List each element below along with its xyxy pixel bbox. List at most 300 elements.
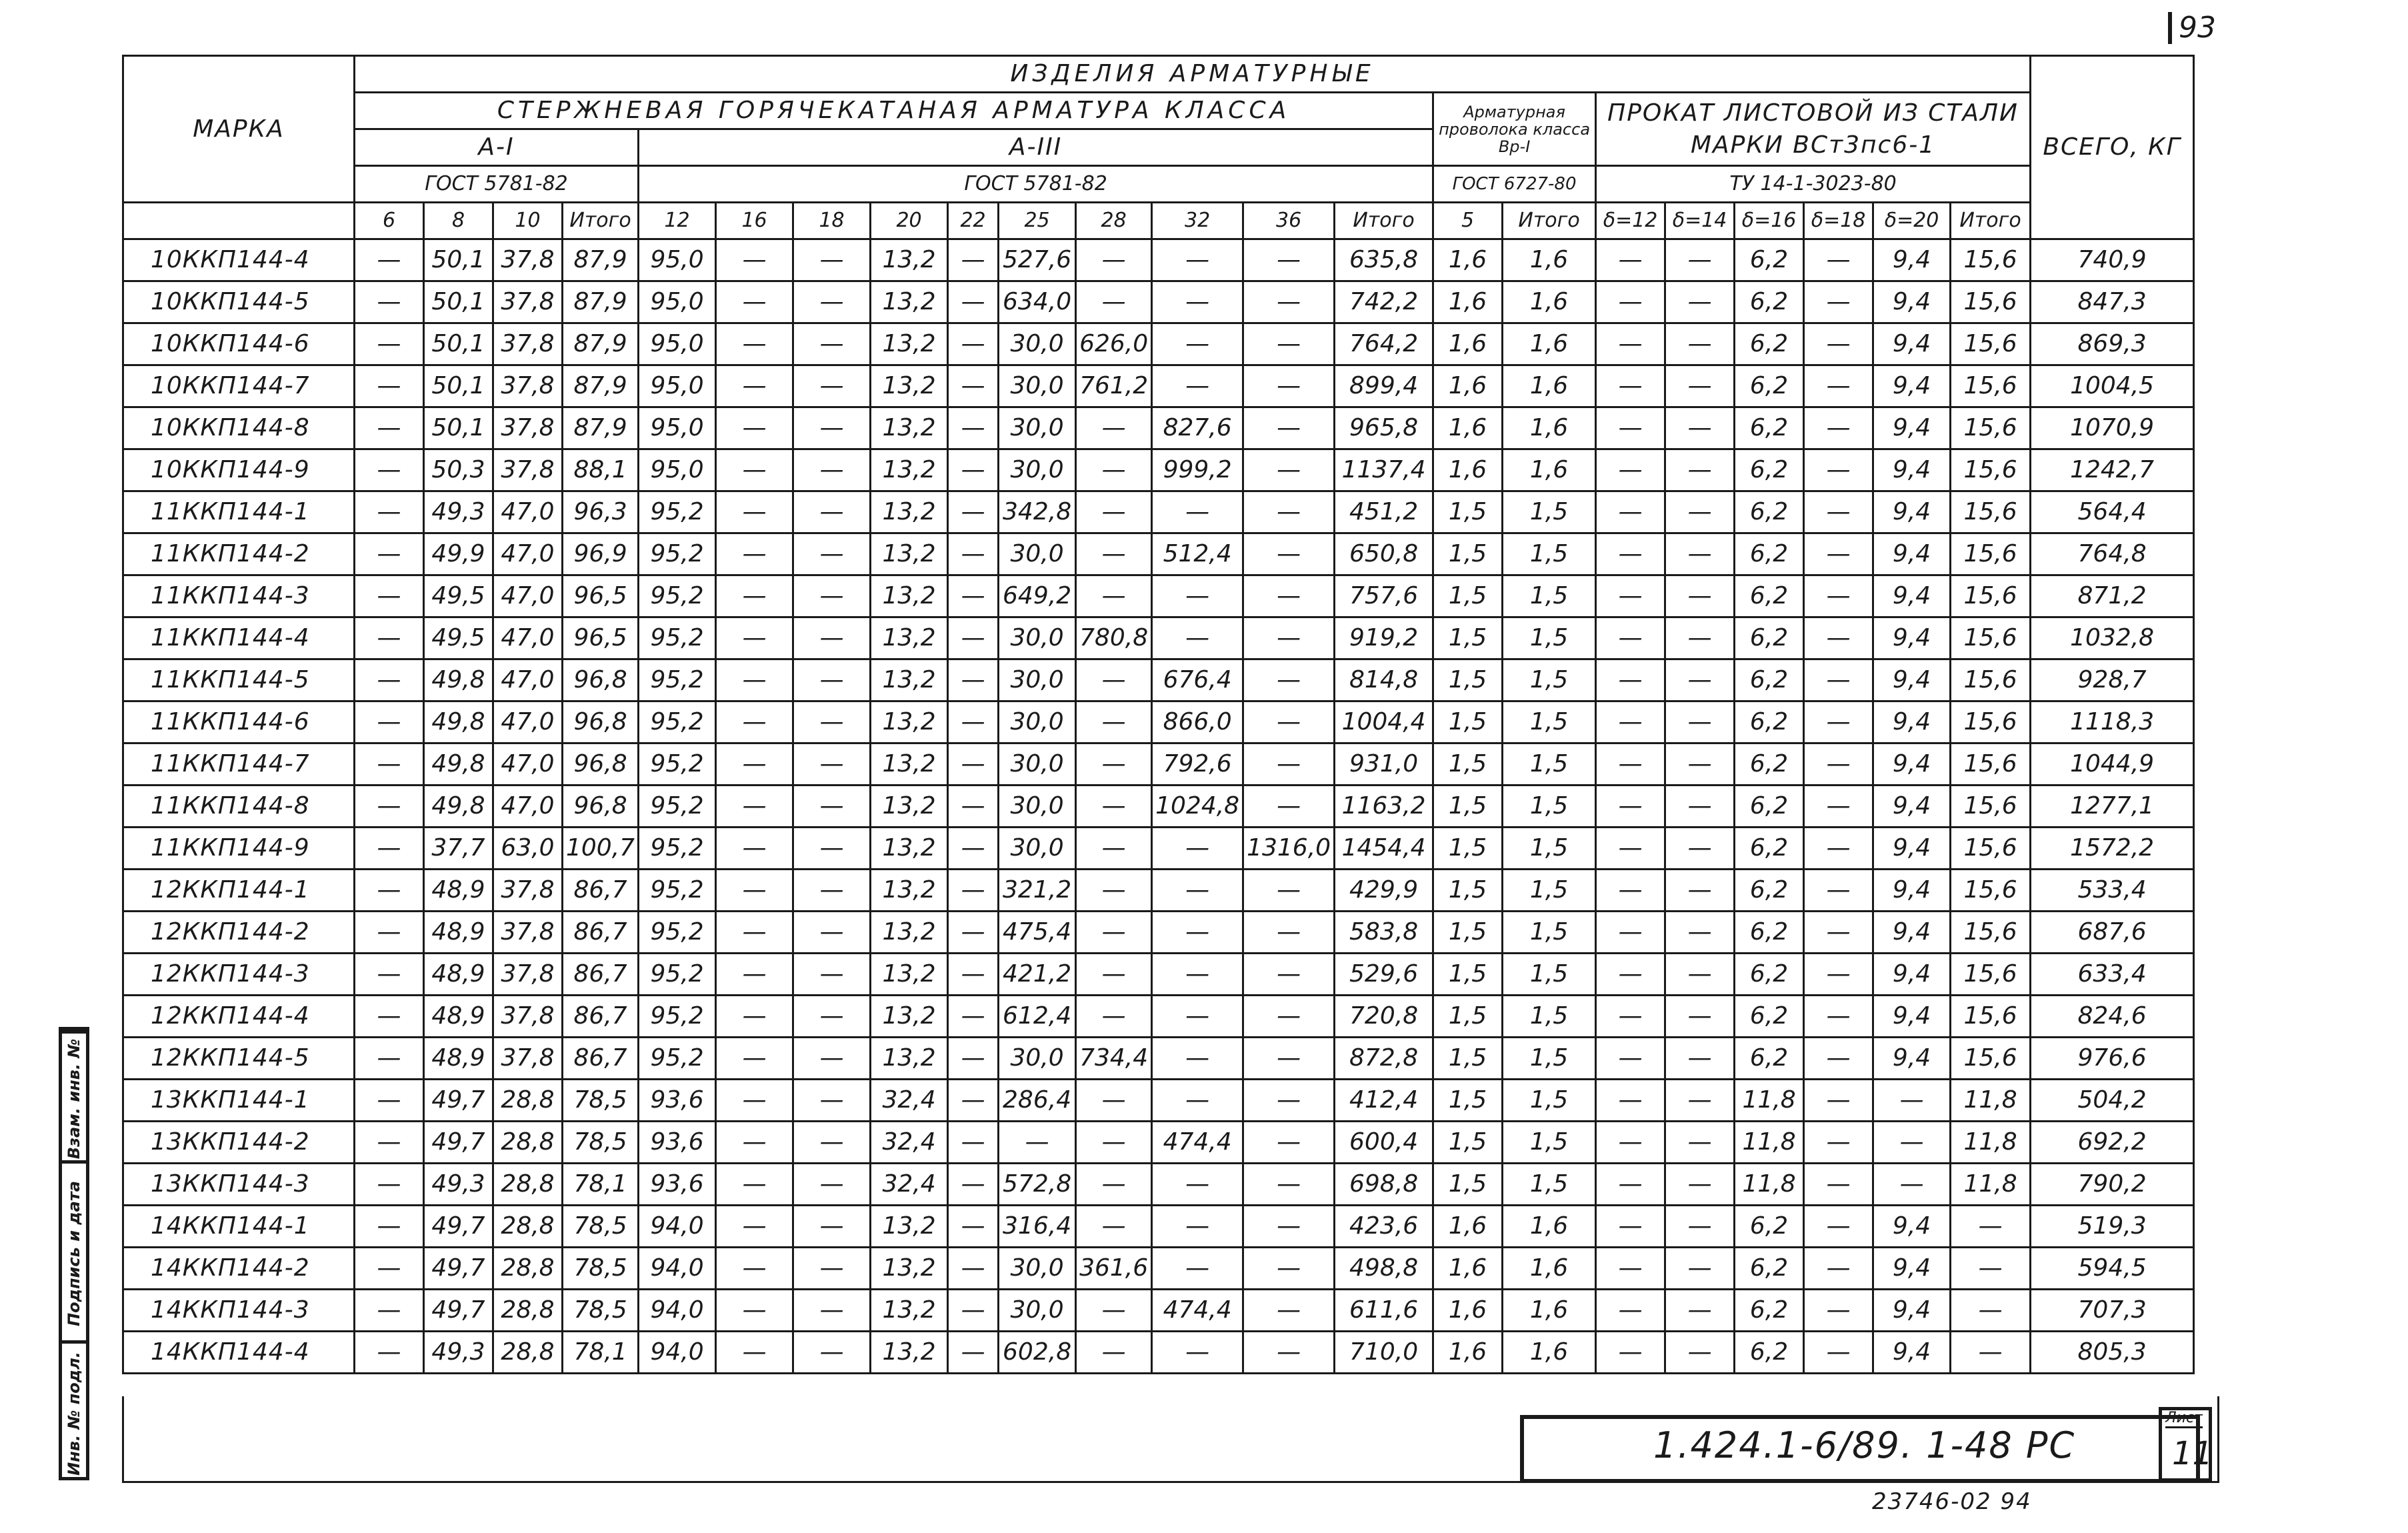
table-cell: 1,5: [1433, 617, 1503, 659]
table-cell: 49,7: [424, 1290, 493, 1332]
table-cell: —: [716, 1080, 793, 1122]
table-cell: 6,2: [1735, 743, 1804, 786]
table-cell: 342,8: [999, 491, 1076, 533]
table-cell: 37,8: [493, 365, 563, 407]
table-row: [123, 407, 2194, 449]
table-cell: —: [1596, 281, 1665, 323]
table-cell: —: [1152, 996, 1243, 1038]
row-mark-cell: 11ККП144-4: [123, 617, 355, 659]
gost-a1-header: ГОСТ 5781-82: [355, 166, 639, 203]
table-cell: 1024,8: [1152, 786, 1243, 828]
table-cell: 95,2: [639, 954, 716, 996]
table-cell: 95,0: [639, 239, 716, 281]
table-cell: 9,4: [1873, 912, 1951, 954]
table-cell: 15,6: [1951, 533, 2031, 575]
row-mark-cell: 14ККП144-1: [123, 1206, 355, 1248]
column-header: δ=14: [1665, 203, 1735, 239]
tu-plate-header: ТУ 14-1-3023-80: [1596, 166, 2031, 203]
table-cell: 1,6: [1503, 1290, 1596, 1332]
table-cell: —: [1596, 239, 1665, 281]
table-cell: —: [1152, 1164, 1243, 1206]
table-cell: 15,6: [1951, 491, 2031, 533]
table-cell: 32,4: [871, 1080, 948, 1122]
table-cell: —: [716, 575, 793, 617]
table-cell: —: [1243, 1122, 1335, 1164]
table-cell: 15,6: [1951, 701, 2031, 743]
table-cell: 611,6: [1335, 1290, 1433, 1332]
table-cell: 9,4: [1873, 828, 1951, 870]
table-cell: 86,7: [563, 912, 639, 954]
column-header: 32: [1152, 203, 1243, 239]
table-cell: 6,2: [1735, 1290, 1804, 1332]
row-mark-cell: 14ККП144-4: [123, 1332, 355, 1374]
table-cell: —: [1076, 659, 1152, 701]
table-cell: 49,5: [424, 575, 493, 617]
table-cell: —: [793, 1206, 871, 1248]
table-cell: —: [948, 533, 999, 575]
table-cell: —: [1665, 575, 1735, 617]
row-mark-cell: 11ККП144-3: [123, 575, 355, 617]
table-cell: —: [1804, 1038, 1873, 1080]
table-cell: 47,0: [493, 659, 563, 701]
table-cell: —: [355, 828, 424, 870]
table-cell: 63,0: [493, 828, 563, 870]
table-cell: —: [1665, 281, 1735, 323]
column-header: 28: [1076, 203, 1152, 239]
table-cell: —: [793, 575, 871, 617]
table-cell: —: [1665, 491, 1735, 533]
table-cell: —: [793, 1038, 871, 1080]
table-cell: 13,2: [871, 659, 948, 701]
table-cell: —: [1596, 323, 1665, 365]
table-cell: 734,4: [1076, 1038, 1152, 1080]
table-cell: 78,1: [563, 1164, 639, 1206]
table-cell: 6,2: [1735, 701, 1804, 743]
table-cell: —: [355, 743, 424, 786]
table-cell: —: [793, 323, 871, 365]
row-mark-cell: 11ККП144-8: [123, 786, 355, 828]
table-cell: 95,2: [639, 912, 716, 954]
table-cell: —: [1804, 449, 1873, 491]
table-cell: —: [355, 449, 424, 491]
table-cell: —: [355, 1038, 424, 1080]
table-cell: —: [1243, 1290, 1335, 1332]
table-cell: 93,6: [639, 1122, 716, 1164]
table-cell: —: [355, 281, 424, 323]
table-cell: 15,6: [1951, 281, 2031, 323]
table-cell: 37,8: [493, 870, 563, 912]
page-number: 93: [2168, 12, 2216, 44]
table-cell: 316,4: [999, 1206, 1076, 1248]
table-cell: —: [355, 786, 424, 828]
table-cell: 583,8: [1335, 912, 1433, 954]
table-cell: —: [948, 870, 999, 912]
table-cell: 86,7: [563, 870, 639, 912]
row-total-cell: 1572,2: [2031, 828, 2194, 870]
table-cell: —: [1152, 1206, 1243, 1248]
table-cell: 602,8: [999, 1332, 1076, 1374]
table-cell: —: [1804, 786, 1873, 828]
table-cell: 1,6: [1503, 323, 1596, 365]
table-cell: 1,5: [1433, 701, 1503, 743]
table-cell: —: [1076, 912, 1152, 954]
table-cell: 1,6: [1503, 281, 1596, 323]
table-cell: 95,2: [639, 996, 716, 1038]
row-total-cell: 707,3: [2031, 1290, 2194, 1332]
row-mark-cell: 12ККП144-4: [123, 996, 355, 1038]
table-cell: 6,2: [1735, 912, 1804, 954]
table-cell: —: [1804, 954, 1873, 996]
table-cell: 1004,4: [1335, 701, 1433, 743]
table-cell: —: [793, 407, 871, 449]
table-cell: —: [1076, 281, 1152, 323]
table-cell: —: [716, 1332, 793, 1374]
table-cell: —: [1076, 996, 1152, 1038]
table-cell: 6,2: [1735, 1248, 1804, 1290]
table-cell: —: [1243, 1332, 1335, 1374]
sheet-label: Лист: [2165, 1410, 2203, 1428]
table-cell: —: [948, 365, 999, 407]
table-cell: 13,2: [871, 870, 948, 912]
table-cell: —: [1076, 449, 1152, 491]
table-cell: 49,8: [424, 743, 493, 786]
table-cell: 95,2: [639, 533, 716, 575]
side-stamp-label: Подпись и дата: [65, 1181, 83, 1326]
table-cell: —: [1243, 912, 1335, 954]
table-cell: —: [1665, 1290, 1735, 1332]
table-cell: 1,5: [1433, 575, 1503, 617]
table-cell: 93,6: [639, 1080, 716, 1122]
table-cell: 37,7: [424, 828, 493, 870]
table-cell: —: [1665, 701, 1735, 743]
table-cell: 6,2: [1735, 281, 1804, 323]
row-mark-cell: 10ККП144-9: [123, 449, 355, 491]
table-cell: —: [716, 954, 793, 996]
table-cell: 37,8: [493, 449, 563, 491]
table-cell: —: [1076, 786, 1152, 828]
table-cell: 30,0: [999, 659, 1076, 701]
table-cell: —: [1243, 449, 1335, 491]
side-stamp-label: Взам. инв. №: [65, 1038, 83, 1159]
table-cell: 48,9: [424, 870, 493, 912]
table-cell: 47,0: [493, 617, 563, 659]
table-cell: 1,6: [1433, 1206, 1503, 1248]
table-cell: —: [1243, 1248, 1335, 1290]
row-total-cell: 740,9: [2031, 239, 2194, 281]
table-cell: 49,3: [424, 1332, 493, 1374]
table-cell: —: [355, 870, 424, 912]
table-row: [123, 1332, 2194, 1374]
table-cell: 50,1: [424, 407, 493, 449]
table-cell: 15,6: [1951, 575, 2031, 617]
table-row: [123, 954, 2194, 996]
table-cell: 9,4: [1873, 491, 1951, 533]
table-cell: —: [355, 1332, 424, 1374]
table-row: [123, 1122, 2194, 1164]
table-cell: —: [1804, 365, 1873, 407]
table-cell: 529,6: [1335, 954, 1433, 996]
table-cell: —: [1243, 786, 1335, 828]
table-cell: —: [948, 828, 999, 870]
table-row: [123, 1206, 2194, 1248]
table-cell: 1,6: [1503, 239, 1596, 281]
table-cell: 28,8: [493, 1206, 563, 1248]
table-cell: —: [1804, 659, 1873, 701]
table-cell: —: [1076, 701, 1152, 743]
marka-blank-cell: [123, 203, 355, 239]
table-cell: —: [716, 701, 793, 743]
table-cell: 15,6: [1951, 828, 2031, 870]
table-row: [123, 617, 2194, 659]
table-cell: —: [1804, 743, 1873, 786]
column-header: Итого: [1503, 203, 1596, 239]
table-cell: —: [1596, 365, 1665, 407]
table-cell: 572,8: [999, 1164, 1076, 1206]
table-cell: 28,8: [493, 1290, 563, 1332]
row-total-cell: 564,4: [2031, 491, 2194, 533]
table-cell: —: [1665, 828, 1735, 870]
column-header: Итого: [1335, 203, 1433, 239]
table-cell: 1,5: [1503, 617, 1596, 659]
table-cell: 1,6: [1433, 1290, 1503, 1332]
table-cell: —: [793, 1164, 871, 1206]
row-mark-cell: 13ККП144-1: [123, 1080, 355, 1122]
table-cell: 87,9: [563, 281, 639, 323]
table-cell: 9,4: [1873, 701, 1951, 743]
table-cell: 1,6: [1433, 407, 1503, 449]
table-cell: 13,2: [871, 701, 948, 743]
table-cell: 96,8: [563, 786, 639, 828]
table-cell: 28,8: [493, 1332, 563, 1374]
table-cell: —: [716, 1164, 793, 1206]
table-cell: —: [793, 239, 871, 281]
table-cell: —: [716, 659, 793, 701]
table-row: [123, 870, 2194, 912]
table-cell: —: [948, 1206, 999, 1248]
table-cell: 1,5: [1433, 996, 1503, 1038]
table-cell: 37,8: [493, 996, 563, 1038]
table-cell: —: [355, 533, 424, 575]
table-cell: —: [1243, 365, 1335, 407]
table-cell: 1,5: [1433, 1080, 1503, 1122]
table-cell: —: [716, 870, 793, 912]
table-cell: —: [1596, 1080, 1665, 1122]
table-cell: —: [1596, 743, 1665, 786]
table-cell: 1,5: [1433, 743, 1503, 786]
column-header: 5: [1433, 203, 1503, 239]
table-row: [123, 996, 2194, 1038]
marka-header: МАРКА: [123, 56, 355, 203]
table-cell: 95,2: [639, 659, 716, 701]
table-cell: —: [948, 1080, 999, 1122]
table-cell: —: [1152, 1038, 1243, 1080]
table-cell: 13,2: [871, 491, 948, 533]
table-cell: —: [355, 617, 424, 659]
table-cell: —: [1076, 1122, 1152, 1164]
row-total-cell: 790,2: [2031, 1164, 2194, 1206]
column-header: 16: [716, 203, 793, 239]
column-header: 36: [1243, 203, 1335, 239]
table-cell: 498,8: [1335, 1248, 1433, 1290]
table-cell: —: [1596, 1332, 1665, 1374]
table-cell: 13,2: [871, 449, 948, 491]
table-cell: —: [716, 912, 793, 954]
table-cell: —: [1804, 239, 1873, 281]
table-cell: —: [793, 954, 871, 996]
table-cell: —: [1243, 1038, 1335, 1080]
table-cell: —: [793, 659, 871, 701]
row-mark-cell: 14ККП144-3: [123, 1290, 355, 1332]
table-cell: —: [1665, 743, 1735, 786]
table-cell: 28,8: [493, 1248, 563, 1290]
table-cell: 11,8: [1951, 1080, 2031, 1122]
table-cell: —: [1243, 954, 1335, 996]
table-cell: 30,0: [999, 1290, 1076, 1332]
table-cell: 600,4: [1335, 1122, 1433, 1164]
table-cell: 9,4: [1873, 954, 1951, 996]
table-cell: 48,9: [424, 996, 493, 1038]
row-total-cell: 869,3: [2031, 323, 2194, 365]
provoloka-header: Арматурная проволока класса Вр-I: [1433, 93, 1596, 166]
table-cell: —: [1243, 617, 1335, 659]
table-cell: —: [1596, 1164, 1665, 1206]
table-cell: —: [1243, 659, 1335, 701]
row-mark-cell: 13ККП144-2: [123, 1122, 355, 1164]
table-cell: 95,0: [639, 281, 716, 323]
row-mark-cell: 13ККП144-3: [123, 1164, 355, 1206]
table-cell: 30,0: [999, 786, 1076, 828]
table-cell: —: [793, 533, 871, 575]
table-cell: —: [948, 323, 999, 365]
table-cell: 94,0: [639, 1290, 716, 1332]
table-cell: 13,2: [871, 365, 948, 407]
table-cell: 9,4: [1873, 1206, 1951, 1248]
column-header: 25: [999, 203, 1076, 239]
table-cell: 1,6: [1433, 323, 1503, 365]
table-cell: 512,4: [1152, 533, 1243, 575]
table-cell: —: [1951, 1206, 2031, 1248]
table-cell: 95,2: [639, 575, 716, 617]
table-cell: —: [1152, 323, 1243, 365]
table-cell: 1,6: [1503, 449, 1596, 491]
table-cell: 15,6: [1951, 323, 2031, 365]
table-cell: 9,4: [1873, 786, 1951, 828]
table-cell: —: [1804, 617, 1873, 659]
table-cell: 965,8: [1335, 407, 1433, 449]
table-cell: —: [793, 1248, 871, 1290]
table-cell: —: [948, 701, 999, 743]
table-cell: 78,1: [563, 1332, 639, 1374]
table-cell: —: [793, 281, 871, 323]
table-cell: —: [793, 786, 871, 828]
table-cell: 95,2: [639, 743, 716, 786]
table-cell: 28,8: [493, 1080, 563, 1122]
table-cell: 1,5: [1503, 701, 1596, 743]
table-cell: 1,5: [1433, 491, 1503, 533]
row-mark-cell: 10ККП144-4: [123, 239, 355, 281]
table-row: [123, 659, 2194, 701]
table-cell: 95,2: [639, 701, 716, 743]
table-cell: 1,5: [1503, 786, 1596, 828]
table-cell: 1137,4: [1335, 449, 1433, 491]
table-cell: —: [948, 1290, 999, 1332]
table-cell: —: [1243, 996, 1335, 1038]
table-cell: —: [948, 1164, 999, 1206]
table-cell: 1,6: [1433, 1248, 1503, 1290]
table-cell: —: [355, 1080, 424, 1122]
table-cell: —: [793, 449, 871, 491]
table-cell: 1,6: [1433, 449, 1503, 491]
table-cell: —: [1804, 1332, 1873, 1374]
table-row: [123, 1038, 2194, 1080]
table-cell: 1,5: [1503, 1080, 1596, 1122]
table-cell: —: [1873, 1122, 1951, 1164]
table-cell: 9,4: [1873, 1290, 1951, 1332]
table-cell: 635,8: [1335, 239, 1433, 281]
table-cell: 95,0: [639, 449, 716, 491]
table-cell: —: [1665, 1206, 1735, 1248]
row-total-cell: 533,4: [2031, 870, 2194, 912]
row-mark-cell: 11ККП144-7: [123, 743, 355, 786]
table-row: [123, 828, 2194, 870]
row-total-cell: 1277,1: [2031, 786, 2194, 828]
table-row: [123, 701, 2194, 743]
table-cell: 15,6: [1951, 617, 2031, 659]
table-cell: 49,3: [424, 1164, 493, 1206]
table-cell: 13,2: [871, 533, 948, 575]
table-cell: 30,0: [999, 449, 1076, 491]
table-cell: —: [1665, 239, 1735, 281]
table-cell: 9,4: [1873, 870, 1951, 912]
table-cell: —: [1873, 1164, 1951, 1206]
table-cell: —: [355, 996, 424, 1038]
table-cell: —: [1804, 281, 1873, 323]
table-cell: —: [793, 491, 871, 533]
table-cell: 761,2: [1076, 365, 1152, 407]
table-cell: 13,2: [871, 828, 948, 870]
table-cell: 13,2: [871, 1038, 948, 1080]
table-cell: 6,2: [1735, 449, 1804, 491]
row-mark-cell: 12ККП144-1: [123, 870, 355, 912]
table-cell: 1454,4: [1335, 828, 1433, 870]
table-cell: 827,6: [1152, 407, 1243, 449]
table-cell: 9,4: [1873, 239, 1951, 281]
table-cell: 13,2: [871, 1290, 948, 1332]
table-cell: 1,5: [1503, 1164, 1596, 1206]
table-cell: —: [793, 1080, 871, 1122]
table-cell: —: [1152, 281, 1243, 323]
table-cell: 1,6: [1503, 365, 1596, 407]
table-cell: —: [1804, 701, 1873, 743]
table-cell: —: [1076, 828, 1152, 870]
table-cell: —: [355, 1290, 424, 1332]
table-cell: 49,7: [424, 1248, 493, 1290]
table-cell: 96,5: [563, 575, 639, 617]
table-cell: 95,2: [639, 870, 716, 912]
table-cell: 9,4: [1873, 575, 1951, 617]
table-cell: 47,0: [493, 701, 563, 743]
table-cell: —: [716, 491, 793, 533]
izdeliya-header: ИЗДЕЛИЯ АРМАТУРНЫЕ: [355, 56, 2031, 93]
table-cell: 9,4: [1873, 323, 1951, 365]
table-row: [123, 1290, 2194, 1332]
table-cell: 48,9: [424, 912, 493, 954]
table-cell: 6,2: [1735, 870, 1804, 912]
table-cell: 866,0: [1152, 701, 1243, 743]
row-total-cell: 687,6: [2031, 912, 2194, 954]
table-cell: —: [1665, 996, 1735, 1038]
table-cell: 37,8: [493, 239, 563, 281]
